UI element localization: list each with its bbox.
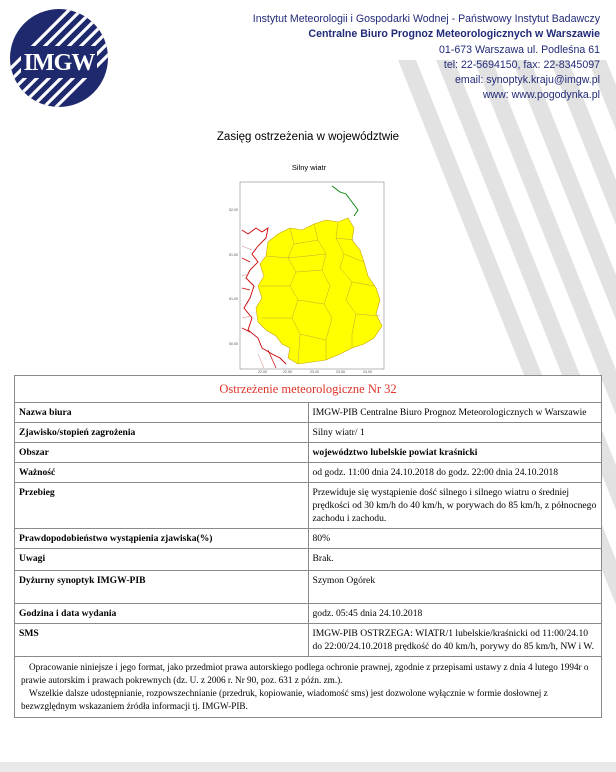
table-row	[15, 463, 602, 483]
table-row	[15, 549, 602, 571]
row-value: IMGW-PIB Centralne Biuro Prognoz Meteorologicznych w Warszawie	[308, 403, 602, 423]
institute-name: Instytut Meteorologii i Gospodarki Wodnej - Państwowy Instytut Badawczy	[252, 13, 600, 25]
x-tick: 24,00	[363, 370, 372, 373]
row-value: 80%	[308, 529, 602, 549]
row-value: Brak.	[308, 549, 602, 571]
row-label: Zjawisko/stopień zagrożenia	[15, 423, 309, 443]
row-label: Obszar	[15, 443, 309, 463]
phone-fax: tel: 22-5694150, fax: 22-8345097	[443, 58, 600, 71]
table-row	[15, 483, 602, 529]
distribution-paragraph: Wszelkie dalsze udostępnianie, rozpowszechnianie (przedruk, kopiowanie, wiadomość sms) jest dozwolone wyłącznie w formie dosłownej z bezwzględnym wskazaniem źródła informacji tj. IMGW-PIB.	[21, 688, 548, 711]
row-value: Szymon Ogórek	[308, 571, 602, 604]
warning-title: Ostrzeżenie meteorologiczne Nr 32	[15, 376, 602, 403]
warning-map	[228, 158, 390, 373]
table-row	[15, 604, 602, 624]
row-label: Godzina i data wydania	[15, 604, 309, 624]
map-title: Silny wiatr	[291, 163, 327, 172]
y-tick: 50,50	[229, 342, 238, 346]
table-row	[15, 443, 602, 463]
page-bottom-band	[0, 762, 616, 772]
table-row	[15, 423, 602, 443]
row-value: IMGW-PIB OSTRZEGA: WIATR/1 lubelskie/kraśnicki od 11:00/24.10 do 22:00/24.10.2018 prędkość do 40 km/h, porywy do 85 km/h, NW i W.	[308, 624, 602, 657]
copyright-notice	[15, 657, 602, 718]
row-label: SMS	[15, 624, 309, 657]
warning-area	[256, 218, 382, 364]
row-label: Dyżurny synoptyk IMGW-PIB	[15, 571, 309, 604]
row-value: godz. 05:45 dnia 24.10.2018	[308, 604, 602, 624]
copyright-paragraph: Opracowanie niniejsze i jego format, jako przedmiot prawa autorskiego podlega ochronie prawnej, zgodnie z przepisami ustawy z dnia 4 lutego 1994r o prawie autorskim i prawach pokrewnych (dz. U. z 2006 r. Nr 90, poz. 631 z późn. zm.).	[21, 662, 589, 685]
row-label: Nazwa biura	[15, 403, 309, 423]
row-label: Ważność	[15, 463, 309, 483]
map-graphic	[228, 158, 390, 373]
y-tick: 51,50	[229, 253, 238, 257]
row-value: województwo lubelskie powiat kraśnicki	[308, 443, 602, 463]
table-row	[15, 571, 602, 604]
row-label: Przebieg	[15, 483, 309, 529]
address: 01-673 Warszawa ul. Podleśna 61	[439, 43, 600, 56]
x-tick: 23,50	[336, 370, 345, 373]
warning-table	[14, 375, 602, 718]
x-tick: 22,50	[283, 370, 292, 373]
row-label: Uwagi	[15, 549, 309, 571]
x-tick: 23,00	[310, 370, 319, 373]
imgw-logo	[9, 8, 109, 108]
table-row	[15, 624, 602, 657]
x-tick: 22,00	[258, 370, 267, 373]
email: email: synoptyk.kraju@imgw.pl	[455, 74, 600, 87]
website: www: www.pogodynka.pl	[482, 89, 600, 102]
row-value: od godz. 11:00 dnia 24.10.2018 do godz. 22:00 dnia 24.10.2018	[308, 463, 602, 483]
institution-header	[253, 12, 600, 104]
row-value: Silny wiatr/ 1	[308, 423, 602, 443]
table-row	[15, 529, 602, 549]
y-tick: 52,00	[229, 208, 238, 212]
y-tick: 51,00	[229, 297, 238, 301]
region-border-green	[332, 186, 358, 216]
office-name: Centralne Biuro Prognoz Meteorologicznych w Warszawie	[308, 28, 600, 41]
row-value: Przewiduje się wystąpienie dość silnego i silnego wiatru o średniej prędkości od 30 km/h do 40 km/h, w porywach do 85 km/h, z północnego zachodu i zachodu.	[308, 483, 602, 529]
logo-text: IMGW	[23, 50, 95, 76]
table-row	[15, 403, 602, 423]
map-section-title: Zasięg ostrzeżenia w województwie	[216, 131, 400, 143]
row-label: Prawdopodobieństwo wystąpienia zjawiska(%)	[15, 529, 309, 549]
